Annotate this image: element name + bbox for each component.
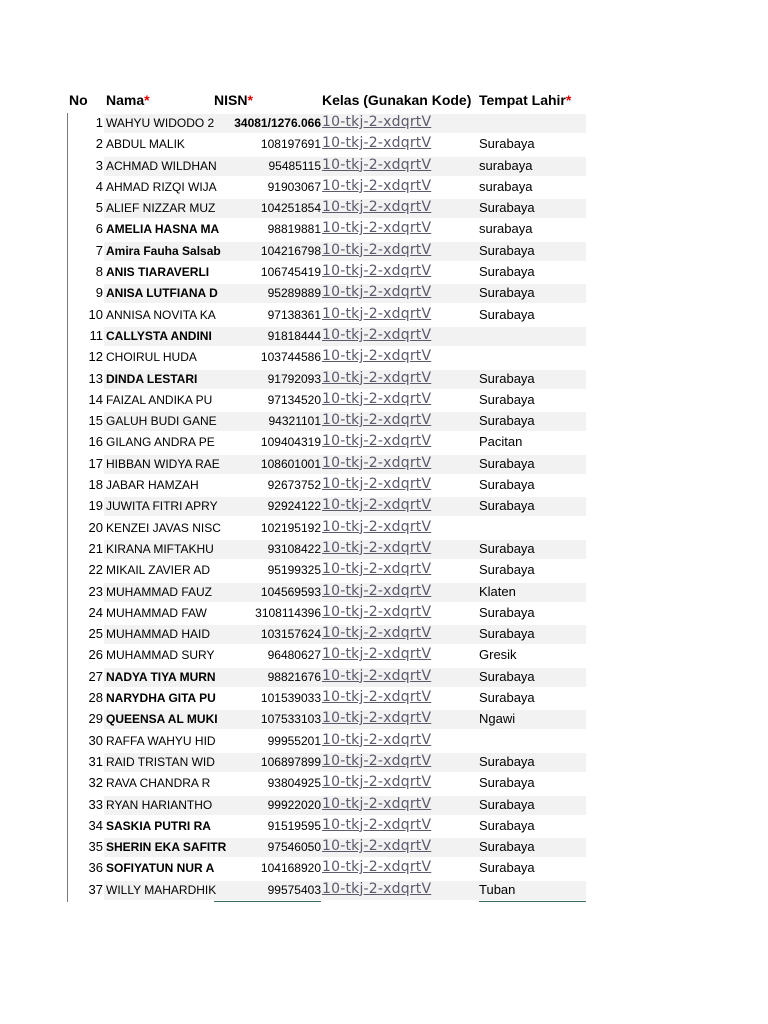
- cell-tempat-lahir[interactable]: Surabaya: [479, 413, 535, 429]
- cell-nama[interactable]: JUWITA FITRI APRY: [106, 499, 218, 514]
- cell-nisn[interactable]: 98819881: [267, 222, 321, 237]
- table-row[interactable]: [0, 496, 768, 517]
- cell-no[interactable]: 28: [88, 690, 103, 706]
- cell-kelas-link[interactable]: 10-tkj-2-xdqrtV: [322, 731, 432, 748]
- cell-kelas-link[interactable]: 10-tkj-2-xdqrtV: [322, 795, 432, 812]
- bottom-border-nisn: [214, 901, 321, 902]
- cell-nisn[interactable]: 34081/1276.066: [234, 116, 321, 130]
- cell-tempat-lahir[interactable]: Surabaya: [479, 753, 535, 769]
- cell-tempat-lahir[interactable]: Surabaya: [479, 668, 535, 684]
- cell-nisn[interactable]: 109404319: [260, 435, 321, 450]
- cell-no[interactable]: 10: [88, 306, 103, 322]
- cell-nama[interactable]: MUHAMMAD SURY: [106, 648, 215, 663]
- cell-nisn[interactable]: 91519595: [267, 818, 321, 833]
- table-row[interactable]: [0, 858, 768, 879]
- cell-kelas-link[interactable]: 10-tkj-2-xdqrtV: [322, 497, 432, 514]
- cell-tempat-lahir[interactable]: Surabaya: [479, 796, 535, 812]
- table-row[interactable]: [0, 880, 768, 901]
- cell-nisn[interactable]: 96480627: [267, 648, 321, 663]
- cell-tempat-lahir[interactable]: Klaten: [479, 583, 516, 599]
- cell-kelas-link[interactable]: 10-tkj-2-xdqrtV: [322, 326, 432, 343]
- cell-kelas-link[interactable]: 10-tkj-2-xdqrtV: [322, 625, 432, 642]
- header-nama-label: Nama: [106, 92, 145, 108]
- cell-tempat-lahir[interactable]: surabaya: [479, 157, 533, 173]
- cell-kelas-link[interactable]: 10-tkj-2-xdqrtV: [322, 880, 432, 897]
- cell-kelas-link[interactable]: 10-tkj-2-xdqrtV: [322, 518, 432, 535]
- cell-nama[interactable]: AHMAD RIZQI WIJA: [106, 179, 217, 194]
- header-tempat-label: Tempat Lahir: [479, 92, 566, 108]
- cell-nama[interactable]: KENZEI JAVAS NISC: [106, 520, 221, 535]
- cell-nisn[interactable]: 106897899: [260, 754, 321, 769]
- cell-nisn[interactable]: 104251854: [260, 201, 321, 216]
- cell-nama[interactable]: GILANG ANDRA PE: [106, 435, 215, 450]
- header-nisn-label: NISN: [214, 92, 248, 108]
- cell-tempat-lahir[interactable]: Surabaya: [479, 200, 535, 216]
- cell-no[interactable]: 20: [88, 519, 103, 535]
- table-row[interactable]: [0, 752, 768, 773]
- table-row[interactable]: [0, 645, 768, 666]
- table-row[interactable]: [0, 688, 768, 709]
- table-row[interactable]: [0, 667, 768, 688]
- cell-nama[interactable]: DINDA LESTARI: [106, 371, 198, 386]
- cell-nisn[interactable]: 92924122: [267, 499, 321, 514]
- table-row[interactable]: [0, 560, 768, 581]
- cell-nama[interactable]: ALIEF NIZZAR MUZ: [106, 201, 216, 216]
- cell-nama[interactable]: RAVA CHANDRA R: [106, 776, 211, 791]
- cell-nama[interactable]: SHERIN EKA SAFITR: [106, 840, 227, 855]
- cell-nama[interactable]: NARYDHA GITA PU: [106, 691, 216, 706]
- table-row[interactable]: [0, 156, 768, 177]
- bottom-border-tempat: [479, 901, 586, 902]
- cell-no[interactable]: 6: [95, 221, 103, 237]
- cell-nama[interactable]: Amira Fauha Salsab: [106, 243, 221, 258]
- table-row[interactable]: [0, 177, 768, 198]
- cell-tempat-lahir[interactable]: Pacitan: [479, 434, 523, 450]
- cell-tempat-lahir[interactable]: Surabaya: [479, 562, 535, 578]
- cell-kelas-link[interactable]: 10-tkj-2-xdqrtV: [322, 539, 432, 556]
- cell-nama[interactable]: RAFFA WAHYU HID: [106, 733, 216, 748]
- cell-tempat-lahir[interactable]: Surabaya: [479, 455, 535, 471]
- cell-kelas-link[interactable]: 10-tkj-2-xdqrtV: [322, 646, 432, 663]
- cell-kelas-link[interactable]: 10-tkj-2-xdqrtV: [322, 390, 432, 407]
- cell-tempat-lahir[interactable]: Surabaya: [479, 242, 535, 258]
- cell-kelas-link[interactable]: 10-tkj-2-xdqrtV: [322, 838, 432, 855]
- cell-nisn[interactable]: 102195192: [260, 520, 321, 535]
- cell-kelas-link[interactable]: 10-tkj-2-xdqrtV: [322, 603, 432, 620]
- cell-nama[interactable]: MIKAIL ZAVIER AD: [106, 563, 211, 578]
- cell-no[interactable]: 17: [88, 455, 103, 471]
- cell-nisn[interactable]: 107533103: [260, 712, 321, 727]
- cell-no[interactable]: 1: [95, 115, 103, 130]
- cell-nisn[interactable]: 97138361: [267, 307, 321, 322]
- cell-nisn[interactable]: 92673752: [267, 478, 321, 493]
- table-row[interactable]: [0, 283, 768, 304]
- cell-nama[interactable]: QUEENSA AL MUKI: [106, 712, 218, 727]
- student-table-body: [0, 113, 768, 901]
- table-row[interactable]: [0, 773, 768, 794]
- cell-tempat-lahir[interactable]: Surabaya: [479, 540, 535, 556]
- cell-kelas-link[interactable]: 10-tkj-2-xdqrtV: [322, 114, 432, 130]
- table-row[interactable]: [0, 113, 768, 134]
- header-nisn: [214, 92, 253, 112]
- cell-kelas-link[interactable]: 10-tkj-2-xdqrtV: [322, 412, 432, 429]
- cell-no[interactable]: 29: [88, 711, 103, 727]
- cell-nama[interactable]: MUHAMMAD FAUZ: [106, 584, 212, 599]
- cell-nisn[interactable]: 103744586: [260, 350, 321, 365]
- cell-tempat-lahir[interactable]: Surabaya: [479, 136, 535, 152]
- cell-nisn[interactable]: 95289889: [267, 286, 321, 301]
- cell-nisn[interactable]: 103157624: [260, 627, 321, 642]
- cell-kelas-link[interactable]: 10-tkj-2-xdqrtV: [322, 774, 432, 791]
- table-row[interactable]: [0, 326, 768, 347]
- table-row[interactable]: [0, 539, 768, 560]
- table-row[interactable]: [0, 603, 768, 624]
- table-row[interactable]: [0, 475, 768, 496]
- cell-tempat-lahir[interactable]: Surabaya: [479, 604, 535, 620]
- cell-nisn[interactable]: 97546050: [267, 840, 321, 855]
- header-tempat-lahir: [479, 92, 571, 112]
- table-row[interactable]: [0, 219, 768, 240]
- table-row[interactable]: [0, 582, 768, 603]
- cell-no[interactable]: 12: [88, 349, 103, 365]
- table-row[interactable]: [0, 262, 768, 283]
- cell-nama[interactable]: HIBBAN WIDYA RAE: [106, 456, 220, 471]
- cell-kelas-link[interactable]: 10-tkj-2-xdqrtV: [322, 689, 432, 706]
- table-row[interactable]: [0, 518, 768, 539]
- required-mark: *: [144, 92, 150, 108]
- cell-nama[interactable]: ANIS TIARAVERLI: [106, 265, 210, 280]
- cell-nisn[interactable]: 98821676: [267, 669, 321, 684]
- header-kelas: [322, 92, 471, 112]
- cell-tempat-lahir[interactable]: Surabaya: [479, 264, 535, 280]
- cell-tempat-lahir[interactable]: surabaya: [479, 221, 533, 237]
- table-row[interactable]: [0, 369, 768, 390]
- cell-nama[interactable]: CHOIRUL HUDA: [106, 350, 197, 365]
- cell-nama[interactable]: MUHAMMAD FAW: [106, 605, 207, 620]
- cell-no[interactable]: 13: [88, 370, 103, 386]
- cell-nisn[interactable]: 104168920: [260, 861, 321, 876]
- cell-no[interactable]: 19: [88, 498, 103, 514]
- cell-nisn[interactable]: 104216798: [260, 243, 321, 258]
- cell-no[interactable]: 34: [88, 817, 103, 833]
- cell-tempat-lahir[interactable]: Surabaya: [479, 839, 535, 855]
- cell-nama[interactable]: FAIZAL ANDIKA PU: [106, 392, 213, 407]
- table-row[interactable]: [0, 837, 768, 858]
- cell-kelas-link[interactable]: 10-tkj-2-xdqrtV: [322, 476, 432, 493]
- cell-tempat-lahir[interactable]: Surabaya: [479, 626, 535, 642]
- cell-kelas-link[interactable]: 10-tkj-2-xdqrtV: [322, 199, 432, 216]
- cell-tempat-lahir[interactable]: Surabaya: [479, 477, 535, 493]
- cell-nama[interactable]: NADYA TIYA MURN: [106, 669, 216, 684]
- cell-no[interactable]: 14: [88, 391, 103, 407]
- cell-kelas-link[interactable]: 10-tkj-2-xdqrtV: [322, 369, 432, 386]
- cell-no[interactable]: 9: [95, 285, 103, 301]
- cell-kelas-link[interactable]: 10-tkj-2-xdqrtV: [322, 305, 432, 322]
- cell-no[interactable]: 3: [95, 157, 103, 173]
- cell-tempat-lahir[interactable]: Surabaya: [479, 775, 535, 791]
- required-mark: *: [565, 92, 572, 108]
- cell-tempat-lahir[interactable]: Surabaya: [479, 285, 535, 301]
- cell-kelas-link[interactable]: 10-tkj-2-xdqrtV: [322, 433, 432, 450]
- cell-no[interactable]: 18: [88, 477, 103, 493]
- cell-no[interactable]: 37: [88, 881, 103, 897]
- cell-nama[interactable]: GALUH BUDI GANE: [106, 414, 217, 429]
- cell-no[interactable]: 25: [88, 626, 103, 642]
- header-nama: [106, 92, 150, 112]
- cell-no[interactable]: 33: [88, 796, 103, 812]
- cell-no[interactable]: 22: [88, 562, 103, 578]
- cell-nama[interactable]: CALLYSTA ANDINI: [106, 328, 212, 343]
- cell-nama[interactable]: AMELIA HASNA MA: [106, 222, 220, 237]
- cell-tempat-lahir[interactable]: surabaya: [479, 178, 533, 194]
- cell-kelas-link[interactable]: 10-tkj-2-xdqrtV: [322, 816, 432, 833]
- cell-no[interactable]: 21: [88, 540, 103, 556]
- cell-nisn[interactable]: 106745419: [260, 265, 321, 280]
- table-row[interactable]: [0, 432, 768, 453]
- cell-no[interactable]: 8: [95, 264, 103, 280]
- table-row[interactable]: [0, 305, 768, 326]
- cell-tempat-lahir[interactable]: Surabaya: [479, 498, 535, 514]
- cell-nama[interactable]: MUHAMMAD HAID: [106, 627, 210, 642]
- cell-nisn[interactable]: 95485115: [268, 158, 321, 173]
- cell-tempat-lahir[interactable]: Surabaya: [479, 391, 535, 407]
- cell-nama[interactable]: JABAR HAMZAH: [106, 478, 199, 493]
- cell-tempat-lahir[interactable]: Gresik: [479, 647, 517, 663]
- cell-nisn[interactable]: 108197691: [260, 137, 321, 152]
- cell-nama[interactable]: ABDUL MALIK: [106, 137, 185, 152]
- cell-no[interactable]: 16: [88, 434, 103, 450]
- table-row[interactable]: [0, 795, 768, 816]
- cell-kelas-link[interactable]: 10-tkj-2-xdqrtV: [322, 263, 432, 280]
- cell-nisn[interactable]: 94321101: [268, 414, 321, 429]
- cell-nisn[interactable]: 91792093: [267, 371, 321, 386]
- cell-kelas-link[interactable]: 10-tkj-2-xdqrtV: [322, 241, 432, 258]
- cell-nama[interactable]: SOFIYATUN NUR A: [106, 861, 215, 876]
- cell-kelas-link[interactable]: 10-tkj-2-xdqrtV: [322, 220, 432, 237]
- cell-kelas-link[interactable]: 10-tkj-2-xdqrtV: [322, 667, 432, 684]
- cell-kelas-link[interactable]: 10-tkj-2-xdqrtV: [322, 710, 432, 727]
- cell-no[interactable]: 24: [88, 604, 103, 620]
- cell-nisn[interactable]: 3108114396: [255, 605, 321, 620]
- cell-nama[interactable]: SASKIA PUTRI RA: [106, 818, 211, 833]
- table-row[interactable]: [0, 241, 768, 262]
- cell-nisn[interactable]: 101539033: [260, 691, 321, 706]
- header-no: [69, 92, 88, 112]
- table-row[interactable]: [0, 198, 768, 219]
- cell-no[interactable]: 15: [88, 413, 103, 429]
- cell-nisn[interactable]: 99575403: [267, 882, 321, 897]
- cell-nisn[interactable]: 91903067: [267, 179, 321, 194]
- cell-no[interactable]: 35: [88, 839, 103, 855]
- cell-kelas-link[interactable]: 10-tkj-2-xdqrtV: [322, 177, 432, 194]
- cell-nisn[interactable]: 97134520: [267, 392, 321, 407]
- cell-no[interactable]: 11: [89, 327, 103, 343]
- table-row[interactable]: [0, 411, 768, 432]
- cell-nama[interactable]: WAHYU WIDODO 2: [106, 116, 215, 130]
- table-row[interactable]: [0, 731, 768, 752]
- cell-nisn[interactable]: 93108422: [267, 541, 321, 556]
- cell-nisn[interactable]: 99922020: [267, 797, 321, 812]
- cell-tempat-lahir[interactable]: Surabaya: [479, 370, 535, 386]
- cell-tempat-lahir[interactable]: Surabaya: [479, 306, 535, 322]
- cell-no[interactable]: 7: [95, 242, 103, 258]
- cell-no[interactable]: 23: [88, 583, 103, 599]
- cell-nisn[interactable]: 99955201: [267, 733, 321, 748]
- cell-no[interactable]: 31: [88, 753, 103, 769]
- cell-kelas-link[interactable]: 10-tkj-2-xdqrtV: [322, 752, 432, 769]
- table-row[interactable]: [0, 390, 768, 411]
- cell-nisn[interactable]: 95199325: [267, 563, 321, 578]
- cell-kelas-link[interactable]: 10-tkj-2-xdqrtV: [322, 561, 432, 578]
- cell-nama[interactable]: KIRANA MIFTAKHU: [106, 541, 214, 556]
- cell-kelas-link[interactable]: 10-tkj-2-xdqrtV: [322, 284, 432, 301]
- cell-nama[interactable]: WILLY MAHARDHIK: [106, 882, 217, 897]
- cell-tempat-lahir[interactable]: Surabaya: [479, 860, 535, 876]
- header-no-label: No: [69, 92, 88, 108]
- cell-no[interactable]: 4: [95, 178, 103, 194]
- cell-no[interactable]: 32: [88, 775, 103, 791]
- required-mark: *: [247, 92, 253, 108]
- cell-no[interactable]: 30: [88, 732, 103, 748]
- header-kelas-label: Kelas (Gunakan Kode): [322, 92, 472, 108]
- cell-no[interactable]: 27: [88, 668, 103, 684]
- cell-tempat-lahir[interactable]: Surabaya: [479, 817, 535, 833]
- table-row[interactable]: [0, 347, 768, 368]
- cell-nama[interactable]: RAID TRISTAN WID: [106, 754, 215, 769]
- cell-tempat-lahir[interactable]: Surabaya: [479, 690, 535, 706]
- cell-nisn[interactable]: 108601001: [260, 456, 321, 471]
- table-row[interactable]: [0, 816, 768, 837]
- cell-no[interactable]: 5: [95, 200, 103, 216]
- cell-kelas-link[interactable]: 10-tkj-2-xdqrtV: [322, 859, 432, 876]
- cell-tempat-lahir[interactable]: Tuban: [479, 881, 516, 897]
- cell-nisn[interactable]: 104569593: [260, 584, 321, 599]
- cell-nama[interactable]: ANISA LUTFIANA D: [106, 286, 218, 301]
- cell-nama[interactable]: ANNISA NOVITA KA: [106, 307, 216, 322]
- cell-nama[interactable]: RYAN HARIANTHO: [106, 797, 213, 812]
- cell-kelas-link[interactable]: 10-tkj-2-xdqrtV: [322, 156, 432, 173]
- table-row[interactable]: [0, 134, 768, 155]
- cell-nama[interactable]: ACHMAD WILDHAN: [106, 158, 217, 173]
- table-row[interactable]: [0, 624, 768, 645]
- table-row[interactable]: [0, 454, 768, 475]
- cell-kelas-link[interactable]: 10-tkj-2-xdqrtV: [322, 454, 432, 471]
- table-row[interactable]: [0, 709, 768, 730]
- cell-no[interactable]: 2: [95, 136, 103, 152]
- cell-kelas-link[interactable]: 10-tkj-2-xdqrtV: [322, 582, 432, 599]
- cell-tempat-lahir[interactable]: Ngawi: [479, 711, 516, 727]
- cell-no[interactable]: 26: [88, 647, 103, 663]
- cell-kelas-link[interactable]: 10-tkj-2-xdqrtV: [322, 348, 432, 365]
- cell-nisn[interactable]: 91818444: [267, 328, 321, 343]
- cell-kelas-link[interactable]: 10-tkj-2-xdqrtV: [322, 135, 432, 152]
- cell-nisn[interactable]: 93804925: [267, 776, 321, 791]
- cell-no[interactable]: 36: [88, 860, 103, 876]
